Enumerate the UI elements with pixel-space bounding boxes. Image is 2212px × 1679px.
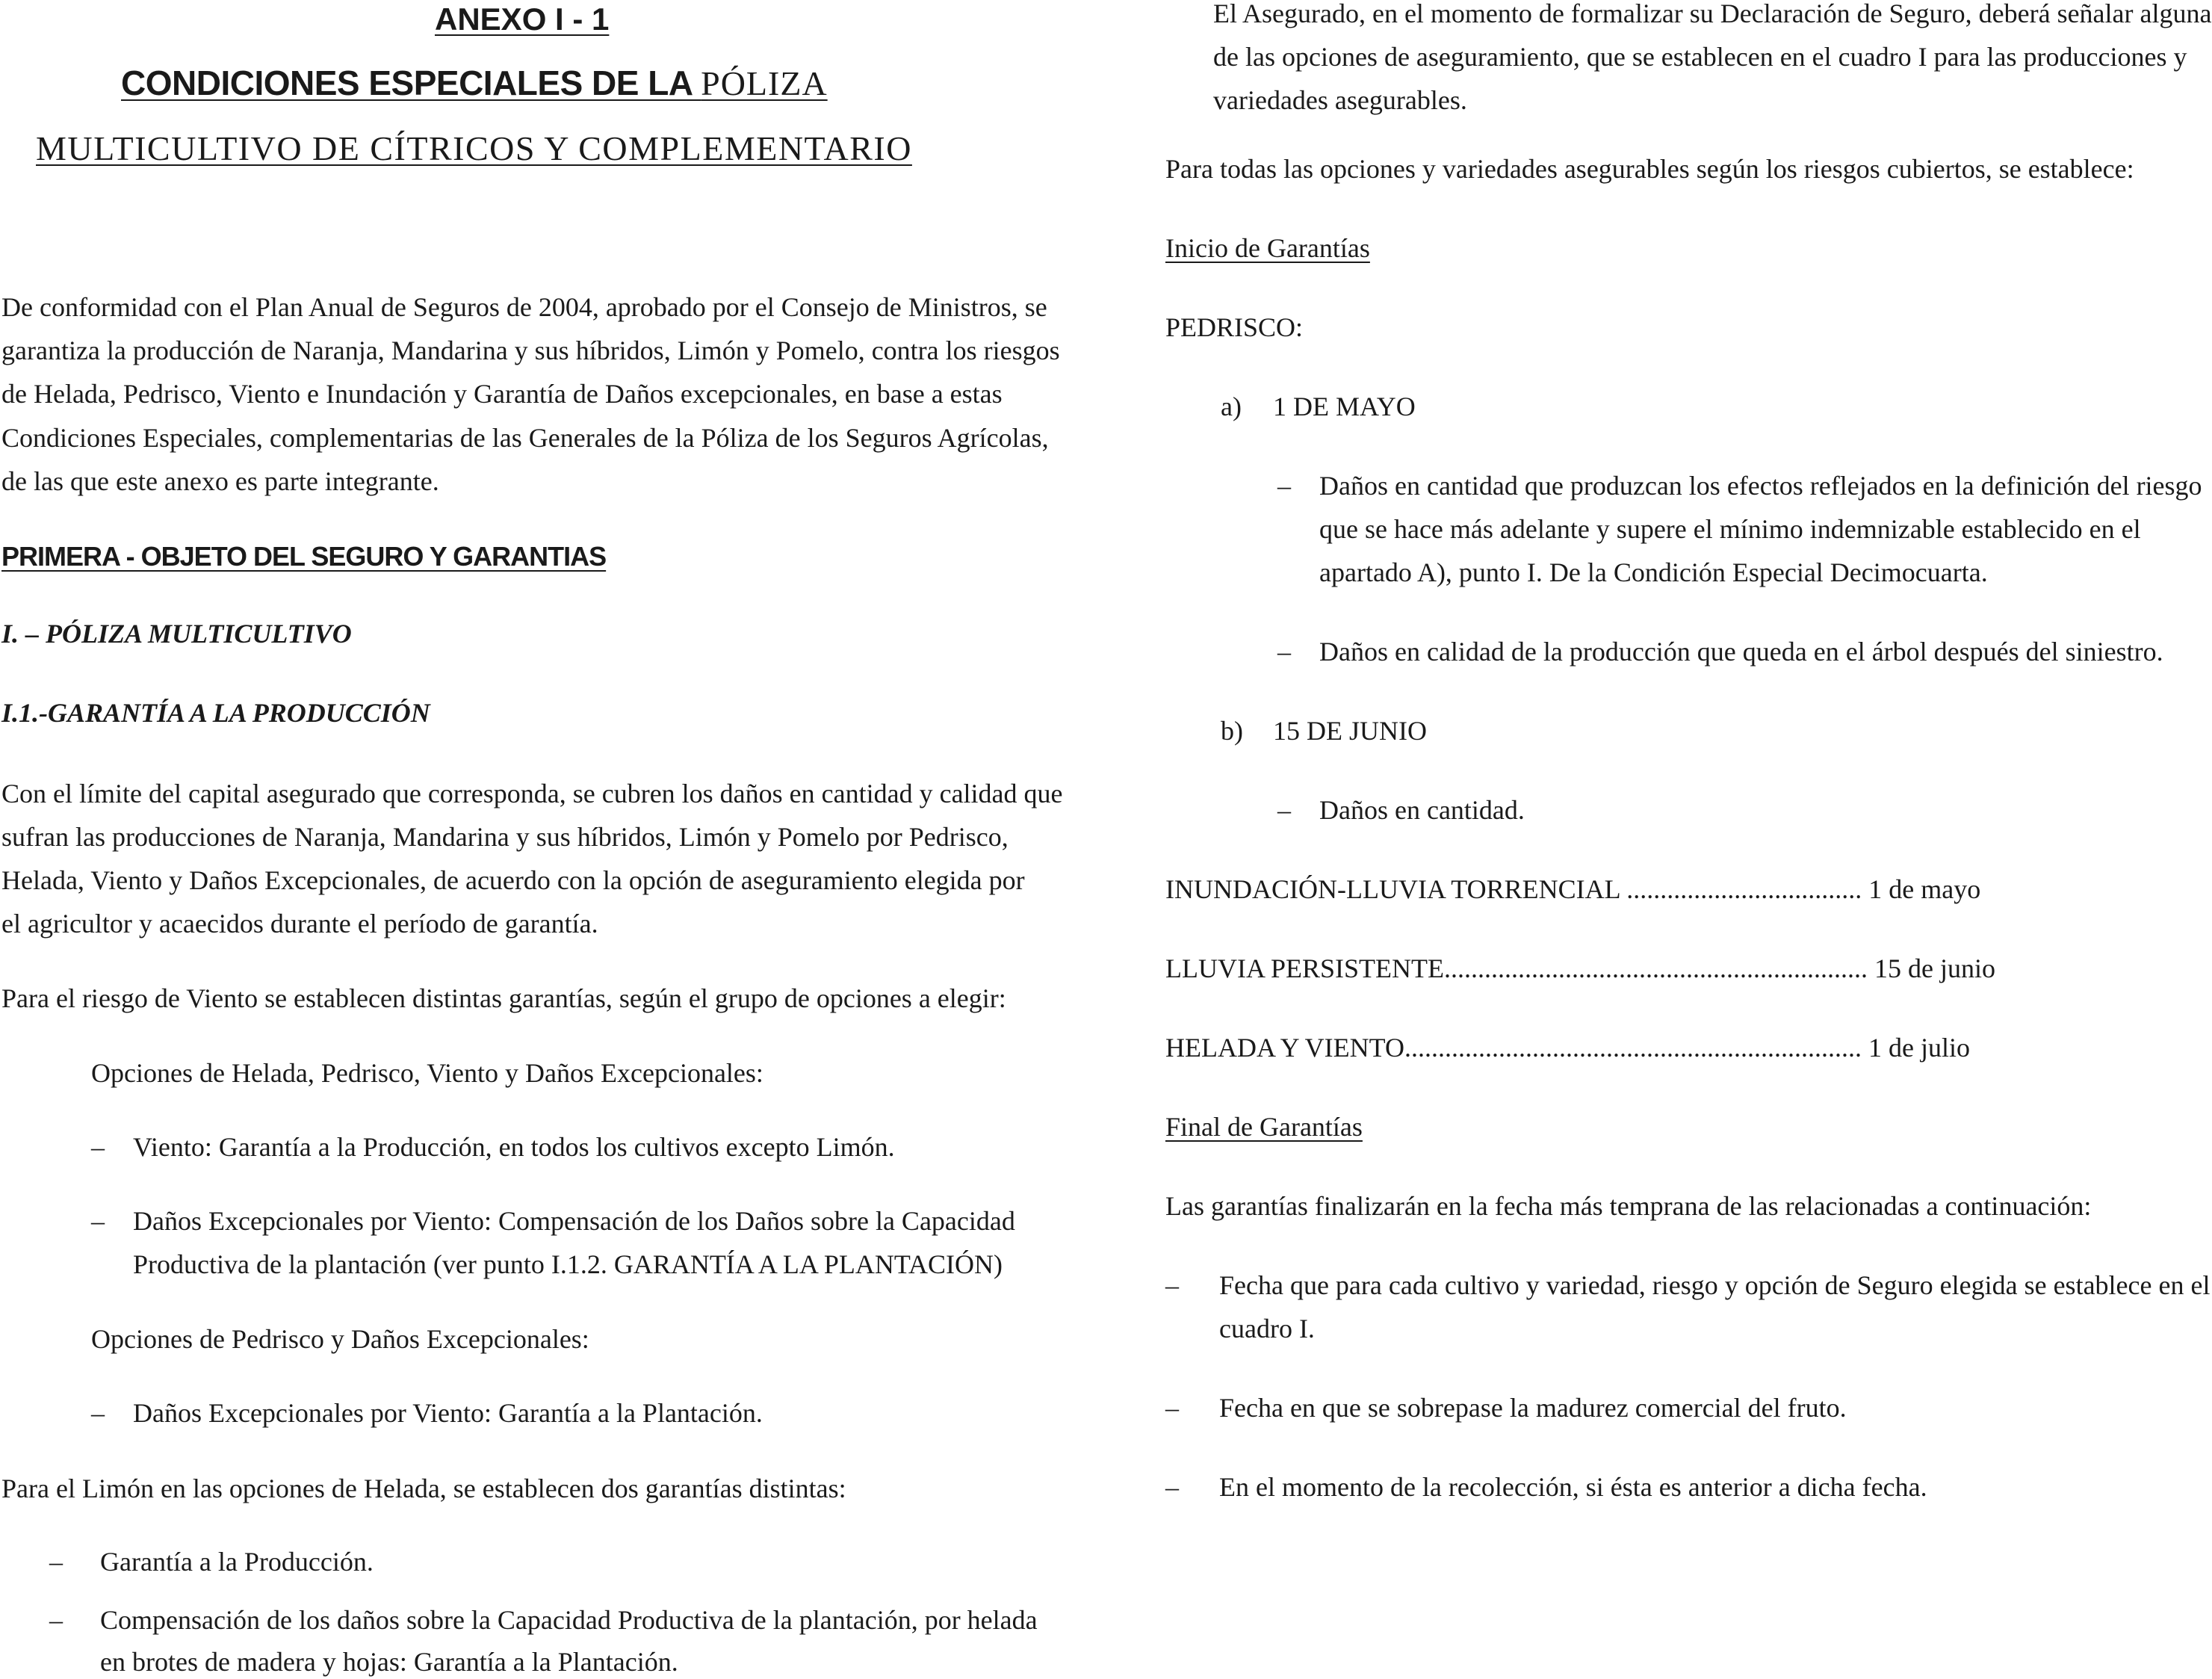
opciones-helada-pedrisco: Opciones de Helada, Pedrisco, Viento y Daños Excepcionales: <box>91 1058 763 1088</box>
a-bullet-1-l2: que se hace más adelante y supere el mínimo indemnizable establecido en el <box>1319 514 2141 544</box>
bullet-dash: – <box>1165 1472 1179 1502</box>
viento-intro: Para el riesgo de Viento se establecen distintas garantías, según el grupo de opciones a elegir: <box>1 983 1006 1013</box>
bullet-dash: – <box>91 1398 105 1428</box>
final-garantias-heading: Final de Garantías <box>1165 1112 1363 1142</box>
helada-viento-row: HELADA Y VIENTO.................................................................... 1 de julio <box>1165 1033 1970 1063</box>
limite-line-3: Helada, Viento y Daños Excepcionales, de acuerdo con la opción de aseguramiento elegida por <box>1 865 1025 895</box>
bullet-viento-produccion: Viento: Garantía a la Producción, en todos los cultivos excepto Limón. <box>133 1132 895 1162</box>
special-conditions-title-prefix: CONDICIONES ESPECIALES DE LA <box>121 64 701 102</box>
intro-line-2: garantiza la producción de Naranja, Mandarina y sus híbridos, Limón y Pomelo, contra los riesgos <box>1 336 1060 365</box>
bullet-dash: – <box>1165 1270 1179 1300</box>
todas-opciones: Para todas las opciones y variedades asegurables según los riesgos cubiertos, se establece: <box>1165 154 2134 184</box>
bullet-dash: – <box>91 1206 105 1236</box>
intro-line-3: de Helada, Pedrisco, Viento e Inundación y Garantía de Daños excepcionales, en base a estas <box>1 379 1003 409</box>
lluvia-persistente-row: LLUVIA PERSISTENTE............................................................... 15 de junio <box>1165 953 1995 983</box>
bullet-danos-excepcionales-l2: Productiva de la plantación (ver punto I.1.2. GARANTÍA A LA PLANTACIÓN) <box>133 1249 1003 1279</box>
opciones-pedrisco: Opciones de Pedrisco y Daños Excepcionales: <box>91 1324 589 1354</box>
limite-line-2: sufran las producciones de Naranja, Mandarina y sus híbridos, Limón y Pomelo por Pedrisco, <box>1 822 1009 852</box>
intro-line-5: de las que este anexo es parte integrante. <box>1 466 439 496</box>
a-bullet-1-l3: apartado A), punto I. De la Condición Especial Decimocuarta. <box>1319 557 1988 587</box>
inicio-garantias-heading: Inicio de Garantías <box>1165 233 1370 263</box>
intro-line-1: De conformidad con el Plan Anual de Seguros de 2004, aprobado por el Consejo de Ministros, se <box>1 292 1047 322</box>
special-conditions-title <box>121 63 828 103</box>
item-a-date: 1 DE MAYO <box>1273 392 1416 421</box>
finalizaran-intro: Las garantías finalizarán en la fecha más temprana de las relacionadas a continuación: <box>1165 1191 2092 1221</box>
bullet-dash: – <box>91 1132 105 1162</box>
final-bullet-1-l2: cuadro I. <box>1219 1314 1315 1343</box>
annex-title: ANEXO I - 1 <box>435 1 610 37</box>
pedrisco-label: PEDRISCO: <box>1165 312 1304 342</box>
bullet-dash: – <box>49 1605 63 1635</box>
bullet-dash: – <box>1277 795 1291 825</box>
a-bullet-1-l1: Daños en cantidad que produzcan los efectos reflejados en la definición del riesgo <box>1319 471 2202 501</box>
bullet-garantia-produccion: Garantía a la Producción. <box>100 1547 374 1577</box>
item-a-label: a) <box>1221 392 1242 421</box>
b-bullet-1: Daños en cantidad. <box>1319 795 1525 825</box>
item-b-date: 15 DE JUNIO <box>1273 716 1427 746</box>
bullet-dash: – <box>1277 471 1291 501</box>
limite-line-1: Con el límite del capital asegurado que corresponda, se cubren los daños en cantidad y calidad que <box>1 779 1063 808</box>
bullet-compensacion-l2: en brotes de madera y hojas: Garantía a la Plantación. <box>100 1647 678 1677</box>
asegurado-line-2: de las opciones de aseguramiento, que se establecen en el cuadro I para las producciones y <box>1213 42 2187 72</box>
asegurado-line-3: variedades asegurables. <box>1213 85 1467 115</box>
item-b-label: b) <box>1221 716 1243 746</box>
bullet-dash: – <box>1277 637 1291 667</box>
multicultivo-title: MULTICULTIVO DE CÍTRICOS Y COMPLEMENTARIO <box>36 129 912 167</box>
a-bullet-2: Daños en calidad de la producción que queda en el árbol después del siniestro. <box>1319 637 2163 667</box>
bullet-danos-plantacion: Daños Excepcionales por Viento: Garantía a la Plantación. <box>133 1398 763 1428</box>
final-bullet-1-l1: Fecha que para cada cultivo y variedad, riesgo y opción de Seguro elegida se establece en el <box>1219 1270 2211 1300</box>
limon-intro: Para el Limón en las opciones de Helada, se establecen dos garantías distintas: <box>1 1474 846 1503</box>
special-conditions-title-suffix: PÓLIZA <box>701 64 828 102</box>
inundacion-row: INUNDACIÓN-LLUVIA TORRENCIAL ................................... 1 de mayo <box>1165 874 1981 904</box>
poliza-multicultivo-heading: I. – PÓLIZA MULTICULTIVO <box>1 619 352 649</box>
bullet-danos-excepcionales-l1: Daños Excepcionales por Viento: Compensación de los Daños sobre la Capacidad <box>133 1206 1015 1236</box>
final-bullet-3: En el momento de la recolección, si ésta es anterior a dicha fecha. <box>1219 1472 1927 1502</box>
bullet-dash: – <box>49 1547 63 1577</box>
section-primera-heading: PRIMERA - OBJETO DEL SEGURO Y GARANTIAS <box>1 541 607 572</box>
garantia-produccion-heading: I.1.-GARANTÍA A LA PRODUCCIÓN <box>1 698 430 728</box>
intro-line-4: Condiciones Especiales, complementarias de las Generales de la Póliza de los Seguros Agrícolas, <box>1 423 1049 453</box>
limite-line-4: el agricultor y acaecidos durante el período de garantía. <box>1 909 598 939</box>
asegurado-line-1: El Asegurado, en el momento de formalizar su Declaración de Seguro, deberá señalar alguna <box>1213 0 2212 28</box>
bullet-compensacion-l1: Compensación de los daños sobre la Capacidad Productiva de la plantación, por helada <box>100 1605 1038 1635</box>
bullet-dash: – <box>1165 1393 1179 1423</box>
final-bullet-2: Fecha en que se sobrepase la madurez comercial del fruto. <box>1219 1393 1847 1423</box>
